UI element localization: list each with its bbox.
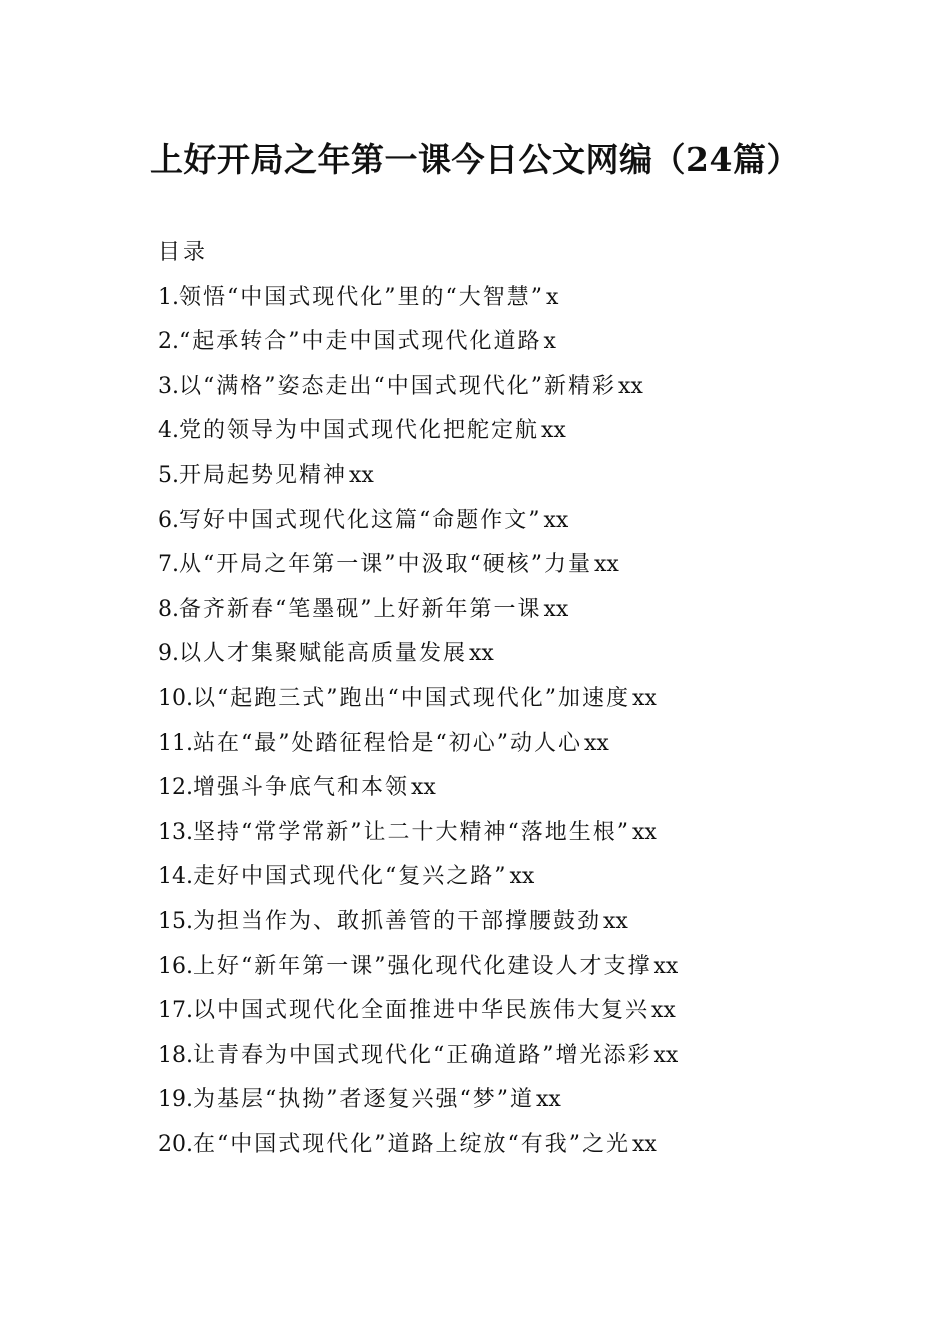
toc-entry-title: 为担当作为、敢抓善管的干部撑腰鼓劲 (193, 908, 602, 934)
toc-entry-page: xx (536, 1087, 561, 1113)
toc-entry-number: 15. (158, 908, 193, 934)
toc-entry-title: 走好中国式现代化“复兴之路” (193, 864, 508, 890)
toc-entry-page: xx (653, 1042, 679, 1068)
toc-entry-title: 站在“最”处踏征程恰是“初心”动人心 (193, 730, 582, 756)
toc-entry-number: 9. (158, 641, 179, 667)
toc-entry-page: xx (632, 1131, 657, 1157)
toc-entry-title: 让青春为中国式现代化“正确道路”增光添彩 (193, 1042, 652, 1068)
toc-heading: 目录 (158, 240, 209, 265)
toc-entry[interactable] (158, 320, 858, 365)
toc-entry[interactable] (158, 409, 858, 454)
toc-entry[interactable] (158, 677, 858, 722)
toc-entry[interactable] (158, 1078, 858, 1123)
toc-entry[interactable] (158, 722, 858, 767)
toc-entry-page: xx (618, 373, 643, 399)
toc-entry[interactable] (158, 1123, 858, 1168)
toc-entry-title: 在“中国式现代化”道路上绽放“有我”之光 (193, 1131, 630, 1157)
toc-entry-number: 12. (158, 775, 193, 801)
toc-entry-title: 以“起跑三式”跑出“中国式现代化”加速度 (193, 685, 630, 711)
toc-entry-page: xx (411, 775, 436, 801)
toc-entry[interactable] (158, 989, 858, 1034)
toc-entry-title: 为基层“执拗”者逐复兴强“梦”道 (193, 1087, 534, 1113)
toc-entry-page: xx (509, 864, 535, 890)
toc-entry-page: xx (543, 596, 569, 622)
table-of-contents (158, 231, 858, 1167)
toc-entry-page: x (543, 329, 556, 355)
toc-entry-number: 19. (158, 1087, 193, 1113)
toc-entry-title: 写好中国式现代化这篇“命题作文” (179, 507, 542, 533)
toc-entry-page: xx (594, 552, 619, 578)
toc-entry-title: 坚持“常学常新”让二十大精神“落地生根” (193, 819, 630, 845)
toc-entry-title: 领悟“中国式现代化”里的“大智慧” (179, 284, 544, 310)
toc-entry-page: xx (543, 507, 569, 533)
toc-entry-number: 5. (158, 462, 179, 488)
toc-entry-number: 11. (158, 730, 193, 756)
toc-entry-number: 20. (158, 1131, 193, 1157)
toc-entry-page: xx (632, 685, 657, 711)
toc-entry-page: xx (349, 462, 374, 488)
toc-entry-page: xx (653, 953, 679, 979)
toc-entry-number: 1. (158, 284, 179, 310)
toc-entry[interactable] (158, 900, 858, 945)
toc-entry[interactable] (158, 766, 858, 811)
toc-entry-number: 17. (158, 998, 193, 1024)
toc-entry-page: xx (651, 998, 676, 1024)
toc-entry-number: 6. (158, 507, 179, 533)
toc-entry-number: 8. (158, 596, 179, 622)
toc-entry-number: 18. (158, 1042, 193, 1068)
toc-entry-title: 增强斗争底气和本领 (193, 775, 410, 801)
toc-list (158, 276, 858, 1168)
toc-entry-page: xx (469, 641, 494, 667)
toc-entry-page: xx (632, 819, 657, 845)
toc-entry-page: xx (541, 418, 566, 444)
toc-entry-number: 10. (158, 685, 193, 711)
document-title: 上好开局之年第一课今日公文网编（24篇） (150, 140, 800, 179)
toc-entry-title: 从“开局之年第一课”中汲取“硬核”力量 (179, 552, 592, 578)
toc-entry-title: 党的领导为中国式现代化把舵定航 (179, 418, 540, 444)
toc-entry-title: 以中国式现代化全面推进中华民族伟大复兴 (193, 998, 650, 1024)
toc-entry[interactable] (158, 945, 858, 990)
toc-entry-number: 7. (158, 552, 179, 578)
toc-entry-title: 以人才集聚赋能高质量发展 (179, 641, 468, 667)
toc-entry[interactable] (158, 588, 858, 633)
toc-entry[interactable] (158, 499, 858, 544)
toc-entry-number: 13. (158, 819, 193, 845)
toc-entry[interactable] (158, 454, 858, 499)
toc-entry-number: 16. (158, 953, 193, 979)
toc-entry-title: 上好“新年第一课”强化现代化建设人才支撑 (193, 953, 652, 979)
toc-entry[interactable] (158, 811, 858, 856)
toc-entry-title: 备齐新春“笔墨砚”上好新年第一课 (179, 596, 542, 622)
toc-entry-number: 4. (158, 418, 179, 444)
toc-entry-number: 14. (158, 864, 193, 890)
toc-entry-number: 2. (158, 329, 179, 355)
toc-entry-page: xx (584, 730, 609, 756)
toc-entry-title: 以“满格”姿态走出“中国式现代化”新精彩 (179, 373, 616, 399)
toc-entry[interactable] (158, 855, 858, 900)
toc-entry-page: x (546, 284, 559, 310)
toc-entry[interactable] (158, 276, 858, 321)
toc-entry[interactable] (158, 543, 858, 588)
toc-entry-title: “起承转合”中走中国式现代化道路 (179, 329, 542, 355)
toc-entry[interactable] (158, 632, 858, 677)
toc-entry-number: 3. (158, 373, 179, 399)
toc-entry[interactable] (158, 1034, 858, 1079)
toc-entry-title: 开局起势见精神 (179, 462, 348, 488)
toc-entry[interactable] (158, 365, 858, 410)
toc-entry-page: xx (603, 908, 628, 934)
